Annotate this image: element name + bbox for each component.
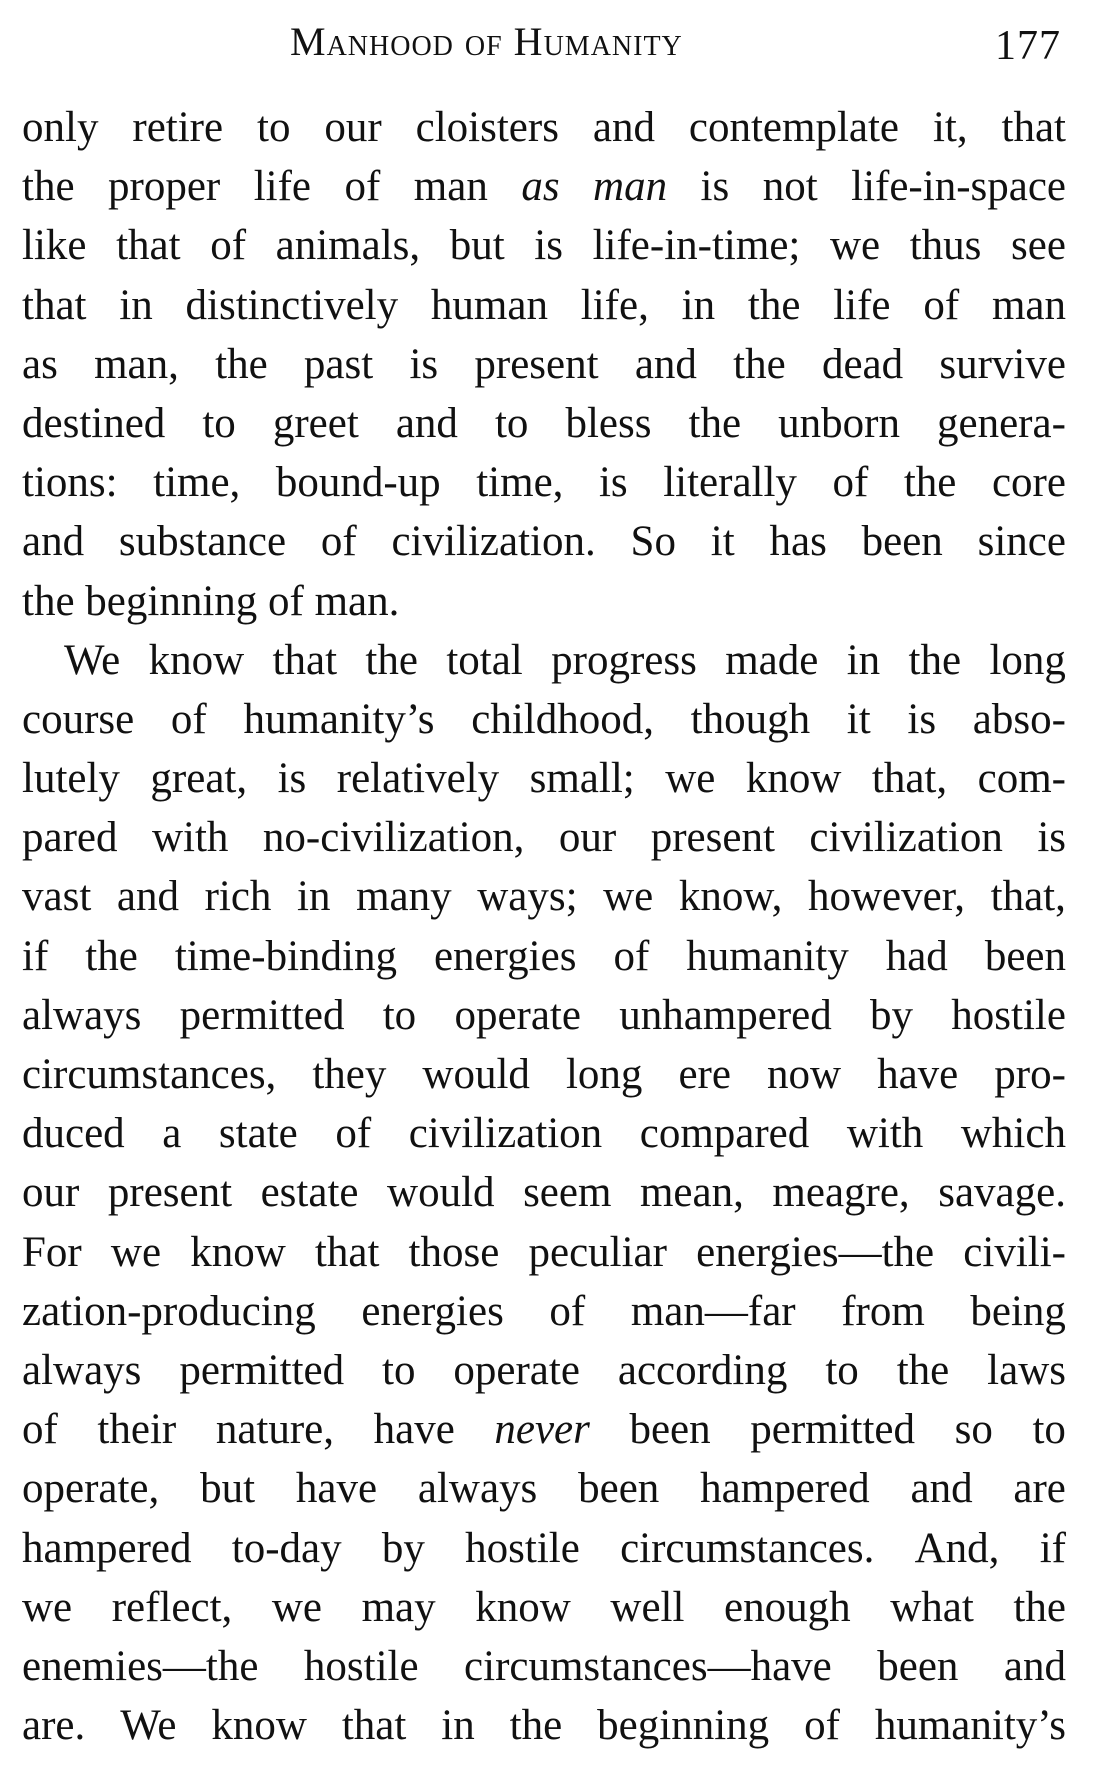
- word: substance: [118, 518, 287, 566]
- word: life-in-time;: [592, 222, 801, 270]
- word: it: [710, 518, 735, 566]
- word: we: [603, 873, 654, 921]
- word: to: [825, 1346, 859, 1394]
- word: by: [870, 991, 914, 1039]
- word: distinctively: [185, 281, 399, 329]
- word: however,: [807, 873, 966, 921]
- word: circumstances,: [22, 1051, 277, 1098]
- word: And,: [914, 1524, 1000, 1572]
- word: of: [613, 932, 650, 980]
- word: in: [846, 636, 881, 684]
- text-line: [22, 1459, 1066, 1518]
- word: peculiar: [528, 1228, 667, 1276]
- word: not: [762, 163, 818, 211]
- word: civilization: [408, 1110, 603, 1158]
- word: the: [747, 281, 801, 329]
- word: dead: [821, 340, 904, 388]
- text-line: [22, 335, 1066, 394]
- word: life: [253, 163, 312, 211]
- word: they: [312, 1051, 387, 1098]
- word: see: [1011, 222, 1066, 270]
- word: great,: [150, 755, 248, 803]
- word: literally: [663, 459, 797, 507]
- word: their: [97, 1406, 177, 1454]
- word: hampered: [22, 1524, 192, 1572]
- word: by: [381, 1524, 425, 1572]
- paragraph: [22, 98, 1066, 631]
- word: always: [22, 991, 142, 1039]
- word: enemies—the: [22, 1642, 259, 1690]
- word: are.: [22, 1702, 86, 1750]
- word: that,: [990, 873, 1066, 921]
- word: the: [903, 459, 957, 507]
- word: relatively: [336, 755, 500, 803]
- word: laws: [987, 1346, 1066, 1394]
- word: it,: [932, 104, 968, 151]
- word: may: [361, 1583, 436, 1631]
- word: of: [344, 163, 381, 211]
- word: man,: [94, 340, 179, 388]
- word: man: [413, 163, 488, 211]
- word: permitted: [750, 1406, 916, 1454]
- word: that,: [871, 755, 948, 803]
- word: present: [474, 340, 599, 388]
- word: of: [210, 222, 247, 270]
- running-title: Manhood of Humanity: [290, 19, 683, 64]
- word: the: [688, 399, 742, 447]
- word: vast: [22, 873, 92, 921]
- word: would: [422, 1051, 530, 1098]
- word: and: [910, 1465, 973, 1513]
- word: civilization: [809, 814, 1003, 862]
- word: life: [833, 281, 891, 329]
- text-line: [22, 867, 1066, 926]
- word: now: [766, 1051, 842, 1098]
- word: beginning: [597, 1702, 770, 1750]
- word: have: [295, 1465, 378, 1513]
- word: animals,: [275, 222, 421, 270]
- word: reflect,: [111, 1583, 233, 1631]
- text-line: [22, 1341, 1066, 1400]
- text-line: [22, 572, 1066, 631]
- word: man: [991, 281, 1066, 329]
- word: permitted: [179, 1346, 345, 1394]
- text-line: [22, 1400, 1066, 1459]
- word: genera-: [937, 399, 1066, 447]
- word: is: [1037, 814, 1066, 862]
- word: cloisters: [415, 104, 559, 151]
- word: well: [610, 1583, 685, 1631]
- text-line: [22, 1045, 1066, 1104]
- word: we: [22, 1583, 73, 1631]
- word: time,: [153, 459, 241, 507]
- text-line: [22, 453, 1066, 512]
- word: in: [119, 281, 153, 329]
- word: civilization.: [391, 518, 596, 566]
- word: enough: [724, 1583, 851, 1631]
- word: our: [558, 814, 617, 862]
- word: time,: [476, 459, 564, 507]
- word: core: [991, 459, 1066, 507]
- word: greet: [272, 399, 359, 447]
- word: to: [382, 991, 417, 1039]
- running-head: [0, 18, 1095, 74]
- word: has: [769, 518, 827, 566]
- word: estate: [260, 1169, 359, 1217]
- word: in: [297, 873, 331, 921]
- word: is: [700, 163, 730, 211]
- word: circumstances.: [620, 1524, 875, 1572]
- word: of: [22, 1406, 58, 1454]
- text-line: [22, 1223, 1066, 1282]
- word: but: [200, 1465, 256, 1513]
- word: as: [521, 163, 560, 211]
- word: meagre,: [772, 1169, 910, 1217]
- word: since: [977, 518, 1066, 566]
- word: operate: [454, 991, 581, 1039]
- word: that: [314, 1228, 380, 1276]
- word: is: [534, 222, 563, 270]
- word: from: [841, 1287, 925, 1335]
- word: our: [324, 104, 382, 151]
- text-line: [22, 512, 1066, 571]
- text-line: [22, 927, 1066, 986]
- word: time-binding: [174, 932, 397, 980]
- word: the: [365, 636, 418, 684]
- word: of: [923, 281, 960, 329]
- text-line: [22, 216, 1066, 275]
- word: that: [116, 222, 181, 270]
- word: small;: [529, 755, 635, 803]
- word: destined: [22, 399, 166, 447]
- paragraph: [22, 631, 1066, 1756]
- word: the: [509, 1702, 563, 1750]
- text-line: [22, 276, 1066, 335]
- word: unhampered: [619, 991, 832, 1039]
- word: and: [395, 399, 458, 447]
- word: nature,: [215, 1406, 335, 1454]
- word: humanity’s: [243, 695, 435, 743]
- word: the: [908, 636, 962, 684]
- word: it: [846, 695, 871, 743]
- line-text: the beginning of man.: [22, 577, 400, 625]
- word: we: [829, 222, 881, 270]
- word: if: [22, 932, 49, 980]
- body-text: [22, 98, 1066, 1755]
- word: like: [22, 222, 87, 270]
- word: duced: [22, 1110, 125, 1158]
- word: know: [190, 1228, 286, 1276]
- word: we: [665, 755, 716, 803]
- word: hostile: [303, 1642, 419, 1690]
- word: bound-up: [275, 459, 441, 507]
- word: so: [954, 1406, 993, 1454]
- word: is: [907, 695, 937, 743]
- word: seem: [523, 1169, 612, 1217]
- text-line: [22, 1519, 1066, 1578]
- page-number: 177: [995, 23, 1061, 69]
- word: to-day: [231, 1524, 342, 1572]
- word: operate,: [22, 1465, 160, 1513]
- word: with: [151, 814, 229, 862]
- word: our: [22, 1169, 80, 1217]
- word: thus: [909, 222, 982, 270]
- text-line: [22, 157, 1066, 216]
- word: energies—the: [696, 1228, 935, 1276]
- word: com-: [977, 755, 1066, 803]
- word: know: [148, 636, 245, 684]
- word: to: [1032, 1406, 1066, 1454]
- word: that: [22, 281, 87, 329]
- word: know: [475, 1583, 571, 1631]
- word: man: [593, 163, 668, 211]
- word: never: [494, 1406, 590, 1454]
- word: present: [650, 814, 775, 862]
- word: proper: [108, 163, 221, 211]
- text-line: [22, 394, 1066, 453]
- word: abso-: [972, 695, 1066, 743]
- word: humanity: [686, 932, 849, 980]
- word: bless: [565, 399, 652, 447]
- word: always: [417, 1465, 538, 1513]
- word: So: [630, 518, 676, 566]
- text-line: [22, 690, 1066, 749]
- word: total: [446, 636, 523, 684]
- word: energies: [361, 1287, 504, 1335]
- text-line: [22, 1637, 1066, 1696]
- word: childhood,: [471, 695, 654, 743]
- word: and: [1003, 1642, 1066, 1690]
- word: man—far: [630, 1287, 796, 1335]
- text-line: [22, 1163, 1066, 1222]
- word: course: [22, 695, 135, 743]
- word: though: [690, 695, 811, 743]
- word: been: [861, 518, 943, 566]
- word: what: [890, 1583, 974, 1631]
- word: long: [565, 1051, 643, 1098]
- word: mean,: [639, 1169, 744, 1217]
- text-line: [22, 808, 1066, 867]
- word: been: [877, 1642, 959, 1690]
- text-line: [22, 1578, 1066, 1637]
- word: to: [257, 104, 291, 151]
- word: state: [218, 1110, 298, 1158]
- word: rich: [204, 873, 272, 921]
- word: of: [320, 518, 357, 566]
- word: made: [725, 636, 819, 684]
- word: of: [549, 1287, 586, 1335]
- word: circumstances—have: [464, 1642, 832, 1690]
- word: and: [116, 873, 179, 921]
- word: energies: [433, 932, 577, 980]
- word: the: [85, 932, 138, 980]
- word: of: [832, 459, 869, 507]
- word: have: [877, 1051, 959, 1098]
- word: have: [373, 1406, 455, 1454]
- word: a: [162, 1110, 182, 1158]
- word: know: [745, 755, 842, 803]
- word: if: [1039, 1524, 1066, 1572]
- word: ere: [678, 1051, 731, 1098]
- word: of: [804, 1702, 840, 1750]
- text-line: [22, 749, 1066, 808]
- word: the: [733, 340, 786, 388]
- word: we: [271, 1583, 323, 1631]
- word: unborn: [778, 399, 900, 447]
- word: contemplate: [688, 104, 900, 151]
- text-line: [22, 986, 1066, 1045]
- word: only: [22, 104, 99, 151]
- word: know,: [678, 873, 783, 921]
- word: no-civilization,: [262, 814, 525, 862]
- word: which: [960, 1110, 1066, 1158]
- word: that: [272, 636, 338, 684]
- word: and: [634, 340, 697, 388]
- word: pro-: [994, 1051, 1066, 1098]
- text-line: [22, 1282, 1066, 1341]
- word: and: [592, 104, 655, 151]
- word: civili-: [963, 1228, 1066, 1276]
- word: hostile: [951, 991, 1066, 1039]
- word: past: [303, 340, 374, 388]
- word: hostile: [465, 1524, 580, 1572]
- word: We: [120, 1702, 177, 1750]
- word: operate: [453, 1346, 580, 1394]
- word: tions:: [22, 459, 118, 507]
- word: ways;: [477, 873, 578, 921]
- word: been: [578, 1465, 660, 1513]
- word: the: [215, 340, 268, 388]
- word: hampered: [700, 1465, 870, 1513]
- word: is: [277, 755, 307, 803]
- word: we: [110, 1228, 162, 1276]
- word: know: [211, 1702, 307, 1750]
- word: according: [617, 1346, 788, 1394]
- word: life,: [580, 281, 649, 329]
- word: to: [382, 1346, 416, 1394]
- word: permitted: [179, 991, 345, 1039]
- word: that: [341, 1702, 407, 1750]
- word: humanity’s: [874, 1702, 1066, 1750]
- word: are: [1013, 1465, 1066, 1513]
- word: always: [22, 1346, 142, 1394]
- word: to: [494, 399, 529, 447]
- word: many: [356, 873, 452, 921]
- word: We: [64, 636, 121, 684]
- text-line: [22, 1696, 1066, 1755]
- word: human: [430, 281, 548, 329]
- text-line: [22, 1104, 1066, 1163]
- word: as: [22, 340, 58, 388]
- word: of: [335, 1110, 372, 1158]
- word: savage.: [938, 1169, 1066, 1217]
- text-line: [22, 98, 1066, 157]
- word: to: [202, 399, 236, 447]
- text-line: [22, 631, 1066, 690]
- word: pared: [22, 814, 118, 862]
- word: of: [170, 695, 207, 743]
- word: been: [984, 932, 1066, 980]
- word: is: [409, 340, 439, 388]
- word: is: [598, 459, 628, 507]
- word: but: [449, 222, 505, 270]
- word: those: [408, 1228, 500, 1276]
- word: being: [970, 1287, 1066, 1335]
- word: had: [885, 932, 948, 980]
- word: life-in-space: [851, 163, 1066, 211]
- word: long: [989, 636, 1066, 684]
- word: lutely: [22, 755, 120, 803]
- word: the: [896, 1346, 950, 1394]
- word: would: [387, 1169, 495, 1217]
- word: present: [107, 1169, 233, 1217]
- word: compared: [639, 1110, 810, 1158]
- word: in: [441, 1702, 475, 1750]
- word: and: [22, 518, 85, 566]
- word: been: [629, 1406, 711, 1454]
- word: retire: [132, 104, 224, 151]
- word: the: [22, 163, 75, 211]
- word: that: [1001, 104, 1066, 151]
- word: survive: [939, 340, 1066, 388]
- word: with: [846, 1110, 924, 1158]
- word: For: [22, 1228, 82, 1276]
- word: the: [1013, 1583, 1066, 1631]
- word: progress: [551, 636, 697, 684]
- word: zation-producing: [22, 1287, 316, 1335]
- word: in: [681, 281, 716, 329]
